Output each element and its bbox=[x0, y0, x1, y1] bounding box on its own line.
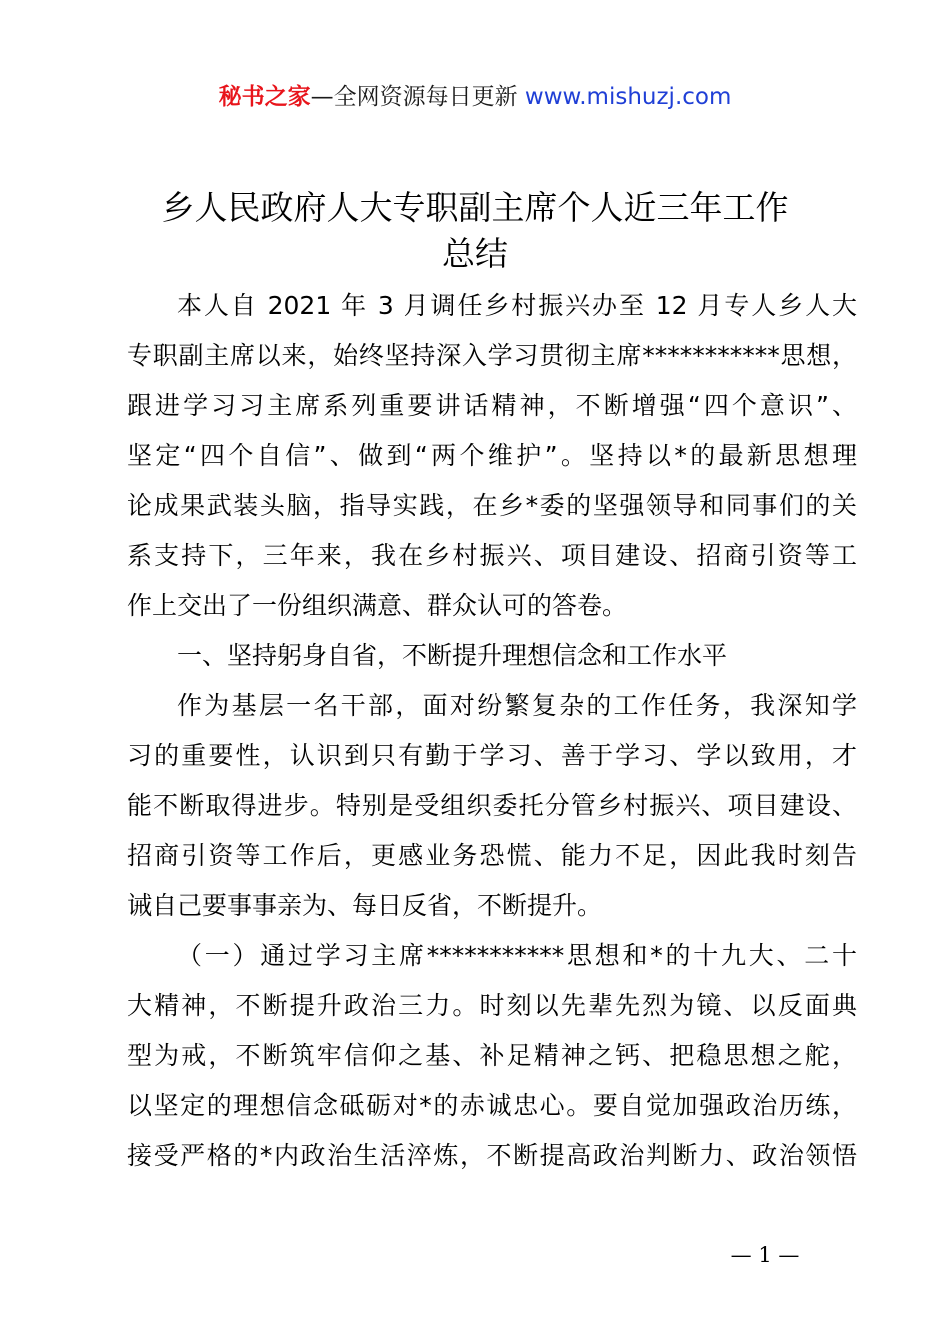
body-line: 跟进学习习主席系列重要讲话精神，不断增强“四个意识”、 bbox=[127, 391, 857, 420]
page-number: — 1 — bbox=[730, 1243, 800, 1267]
site-link[interactable]: www.mishuzj.com bbox=[524, 84, 732, 110]
document-body bbox=[127, 281, 857, 1181]
title-line-2: 总结 bbox=[442, 234, 508, 273]
body-line: 型为戒，不断筑牢信仰之基、补足精神之钙、把稳思想之舵， bbox=[127, 1041, 857, 1070]
title-line-1: 乡人民政府人大专职副主席个人近三年工作 bbox=[161, 188, 789, 227]
document-title bbox=[0, 185, 950, 277]
body-line: 诫自己要事事亲为、每日反省，不断提升。 bbox=[127, 891, 603, 920]
header-tagline: —全网资源每日更新 bbox=[310, 84, 525, 110]
body-line: 能不断取得进步。特别是受组织委托分管乡村振兴、项目建设、 bbox=[127, 791, 857, 820]
body-line: 大精神，不断提升政治三力。时刻以先辈先烈为镜、以反面典 bbox=[127, 991, 857, 1020]
body-line: 作上交出了一份组织满意、群众认可的答卷。 bbox=[127, 591, 628, 620]
body-line: 本人自 2021 年 3 月调任乡村振兴办至 12 月专人乡人大 bbox=[177, 291, 857, 320]
body-line: 坚定“四个自信”、做到“两个维护”。坚持以*的最新思想理 bbox=[127, 441, 857, 470]
subsection-line: （一）通过学习主席***********思想和*的十九大、二十 bbox=[177, 941, 857, 970]
body-line: 习的重要性，认识到只有勤于学习、善于学习、学以致用，才 bbox=[127, 741, 857, 770]
body-line: 专职副主席以来，始终坚持深入学习贯彻主席***********思想， bbox=[127, 341, 857, 370]
body-line: 招商引资等工作后，更感业务恐慌、能力不足，因此我时刻告 bbox=[127, 841, 857, 870]
body-line: 系支持下，三年来，我在乡村振兴、项目建设、招商引资等工 bbox=[127, 541, 857, 570]
section-heading: 一、坚持躬身自省，不断提升理想信念和工作水平 bbox=[177, 641, 728, 670]
body-line: 以坚定的理想信念砥砺对*的赤诚忠心。要自觉加强政治历练， bbox=[127, 1091, 857, 1120]
body-line: 作为基层一名干部，面对纷繁复杂的工作任务，我深知学 bbox=[177, 691, 857, 720]
brand-name: 秘书之家 bbox=[218, 84, 311, 110]
body-line: 论成果武装头脑，指导实践，在乡*委的坚强领导和同事们的关 bbox=[127, 491, 857, 520]
page-header bbox=[0, 80, 950, 114]
body-line: 接受严格的*内政治生活淬炼，不断提高政治判断力、政治领悟 bbox=[127, 1141, 857, 1170]
